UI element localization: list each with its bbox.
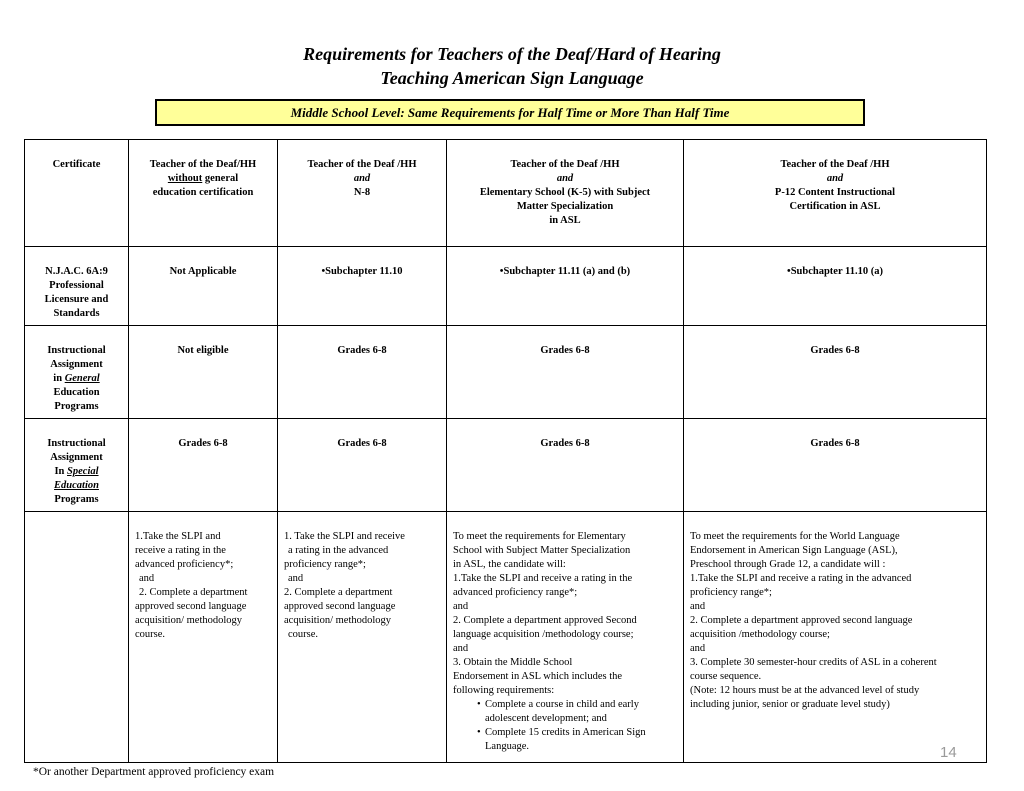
special-col3: Grades 6-8	[447, 419, 684, 512]
header-certificate: Certificate	[25, 140, 129, 247]
header-col2-line3: N-8	[353, 187, 371, 198]
req-col2-and: and	[288, 573, 304, 584]
general-col3: Grades 6-8	[447, 326, 684, 419]
table-row-njac	[25, 247, 987, 326]
req-col4-line5: acquisition /methodology course;	[690, 629, 830, 640]
req-col3-bullet1-line2: adolescent development; and	[485, 713, 607, 724]
general-label-line2: Assignment	[50, 359, 103, 370]
njac-col2: •Subchapter 11.10	[278, 247, 447, 326]
general-col4: Grades 6-8	[684, 326, 987, 419]
special-label-line2: Assignment	[50, 452, 103, 463]
list-item	[477, 698, 677, 726]
header-col2-line1: Teacher of the Deaf /HH	[307, 159, 417, 170]
req-col4-note-text: : 12 hours must be at the advanced level of study	[713, 685, 920, 696]
req-col3-and1: and	[453, 601, 469, 612]
requirements-col4	[684, 512, 987, 763]
general-col1: Not eligible	[129, 326, 278, 419]
requirements-table	[24, 139, 987, 763]
req-col4-line2: proficiency range*;	[690, 587, 772, 598]
header-col1-without: without	[167, 173, 203, 184]
njac-col4: •Subchapter 11.10 (a)	[684, 247, 987, 326]
header-col4-line4: Certification in ASL	[789, 201, 881, 212]
req-col4-note-paren: (	[690, 685, 694, 696]
requirements-col1	[129, 512, 278, 763]
header-col3-line5: in ASL	[549, 215, 581, 226]
req-col4-note-label: Note	[693, 685, 714, 696]
header-col1-line3: education certification	[152, 187, 254, 198]
special-label-special: Special	[67, 466, 99, 477]
list-item	[477, 726, 677, 754]
req-col2-line8: course.	[288, 629, 319, 640]
req-col1-line6: approved second language	[135, 601, 247, 612]
req-col3-bullet-list	[453, 698, 677, 754]
req-col3-intro1: To meet the requirements for Elementary	[453, 531, 626, 542]
req-col4-intro3: Preschool through Grade 12, a candidate will :	[690, 559, 886, 570]
req-col3-line9: following requirements:	[453, 685, 555, 696]
req-col3-intro3: in ASL, the candidate will:	[453, 559, 566, 570]
header-col-n8	[278, 140, 447, 247]
req-col3-line8: Endorsement in ASL which includes the	[453, 671, 623, 682]
bullet-text	[477, 726, 677, 754]
req-col4-and1: and	[690, 601, 706, 612]
req-col3-intro2: School with Subject Matter Specialization	[453, 545, 631, 556]
header-col1-line1: Teacher of the Deaf/HH	[149, 159, 257, 170]
req-col1-line3: advanced proficiency*;	[135, 559, 234, 570]
req-col4-line4: 2. Complete a department approved second language	[690, 615, 913, 626]
table-header-row	[25, 140, 987, 247]
level-banner: Middle School Level: Same Requirements for Half Time or More Than Half Time	[155, 99, 865, 126]
njac-label-line1: N.J.A.C. 6A:9	[45, 266, 108, 277]
header-col3-line4: Matter Specialization	[516, 201, 614, 212]
requirements-label-empty	[25, 512, 129, 763]
req-col4-and2: and	[690, 643, 706, 654]
header-col3-line1: Teacher of the Deaf /HH	[510, 159, 620, 170]
general-label-in: in	[53, 373, 65, 384]
req-col4-intro2: Endorsement in American Sign Language (ASL),	[690, 545, 898, 556]
req-col2-line5: 2. Complete a department	[284, 587, 393, 598]
req-col2-line2: a rating in the advanced	[288, 545, 389, 556]
req-col3-bullet2-line1: Complete 15 credits in American Sign	[485, 727, 646, 738]
req-col3-line7: 3. Obtain the Middle School	[453, 657, 573, 668]
req-col2-line7: acquisition/ methodology	[284, 615, 392, 626]
req-col2-line3: proficiency range*;	[284, 559, 366, 570]
req-col4-note-line2: including junior, senior or graduate level study)	[690, 699, 890, 710]
njac-label-line2: Professional	[49, 280, 104, 291]
njac-label	[25, 247, 129, 326]
njac-col3: •Subchapter 11.11 (a) and (b)	[447, 247, 684, 326]
njac-label-line4: Standards	[53, 308, 100, 319]
general-label-line3	[31, 372, 122, 386]
req-col1-line2: receive a rating in the	[135, 545, 226, 556]
special-label-in: In	[54, 466, 68, 477]
title-line-1: Requirements for Teachers of the Deaf/Hard of Hearing	[303, 44, 721, 64]
table-row-special-education	[25, 419, 987, 512]
special-label-line5: Programs	[54, 494, 99, 505]
header-col4-line3: P-12 Content Instructional	[774, 187, 896, 198]
special-col1: Grades 6-8	[129, 419, 278, 512]
req-col1-and: and	[139, 573, 155, 584]
header-col1-line2	[135, 172, 271, 186]
req-col3-bullet1-line1: Complete a course in child and early	[485, 699, 639, 710]
table-row-general-education	[25, 326, 987, 419]
page-title	[0, 42, 1024, 90]
req-col2-line6: approved second language	[284, 601, 396, 612]
req-col1-line1: 1.Take the SLPI and	[135, 531, 221, 542]
footnote: *Or another Department approved proficiency exam	[33, 766, 275, 778]
header-col1-general: general	[202, 173, 239, 184]
header-col-elementary	[447, 140, 684, 247]
header-col4-and: and	[826, 173, 844, 184]
njac-label-line3: Licensure and	[44, 294, 109, 305]
table-row-requirements	[25, 512, 987, 763]
special-label-line3	[31, 465, 122, 479]
general-label-line4: Education	[53, 387, 100, 398]
general-col2: Grades 6-8	[278, 326, 447, 419]
special-col2: Grades 6-8	[278, 419, 447, 512]
req-col1-line7: acquisition/ methodology	[135, 615, 243, 626]
njac-col1: Not Applicable	[129, 247, 278, 326]
bullet-text	[477, 698, 677, 726]
header-col-without-general	[129, 140, 278, 247]
req-col3-line4: 2. Complete a department approved Second	[453, 615, 637, 626]
req-col3-line2: advanced proficiency range*;	[453, 587, 578, 598]
requirements-col3	[447, 512, 684, 763]
req-col4-line7: 3. Complete 30 semester-hour credits of ASL in a coherent	[690, 657, 937, 668]
requirements-col2	[278, 512, 447, 763]
special-col4: Grades 6-8	[684, 419, 987, 512]
req-col3-bullet2-line2: Language.	[485, 741, 530, 752]
general-label-line5: Programs	[54, 401, 99, 412]
general-label	[25, 326, 129, 419]
title-line-2: Teaching American Sign Language	[380, 68, 644, 88]
bullet-icon: •	[477, 699, 481, 710]
bullet-icon: •	[477, 727, 481, 738]
header-col3-line3: Elementary School (K-5) with Subject	[479, 187, 651, 198]
req-col4-line8: course sequence.	[690, 671, 762, 682]
req-col3-line5: language acquisition /methodology course;	[453, 629, 634, 640]
header-col3-and: and	[556, 173, 574, 184]
req-col4-line1: 1.Take the SLPI and receive a rating in the advanced	[690, 573, 912, 584]
req-col3-line1: 1.Take the SLPI and receive a rating in the	[453, 573, 633, 584]
special-label-education: Education	[54, 480, 99, 491]
general-label-general: General	[64, 373, 100, 384]
header-col4-line1: Teacher of the Deaf /HH	[780, 159, 890, 170]
req-col4-note-line1	[690, 684, 980, 698]
req-col4-intro1: To meet the requirements for the World Language	[690, 531, 900, 542]
req-col2-line1: 1. Take the SLPI and receive	[284, 531, 405, 542]
special-label-line1: Instructional	[47, 438, 106, 449]
req-col1-line8: course.	[135, 629, 166, 640]
header-col2-and: and	[353, 173, 371, 184]
req-col3-and2: and	[453, 643, 469, 654]
general-label-line1: Instructional	[47, 345, 106, 356]
req-col1-line5: 2. Complete a department	[139, 587, 248, 598]
special-label	[25, 419, 129, 512]
page-number: 14	[940, 744, 957, 761]
header-col-p12	[684, 140, 987, 247]
